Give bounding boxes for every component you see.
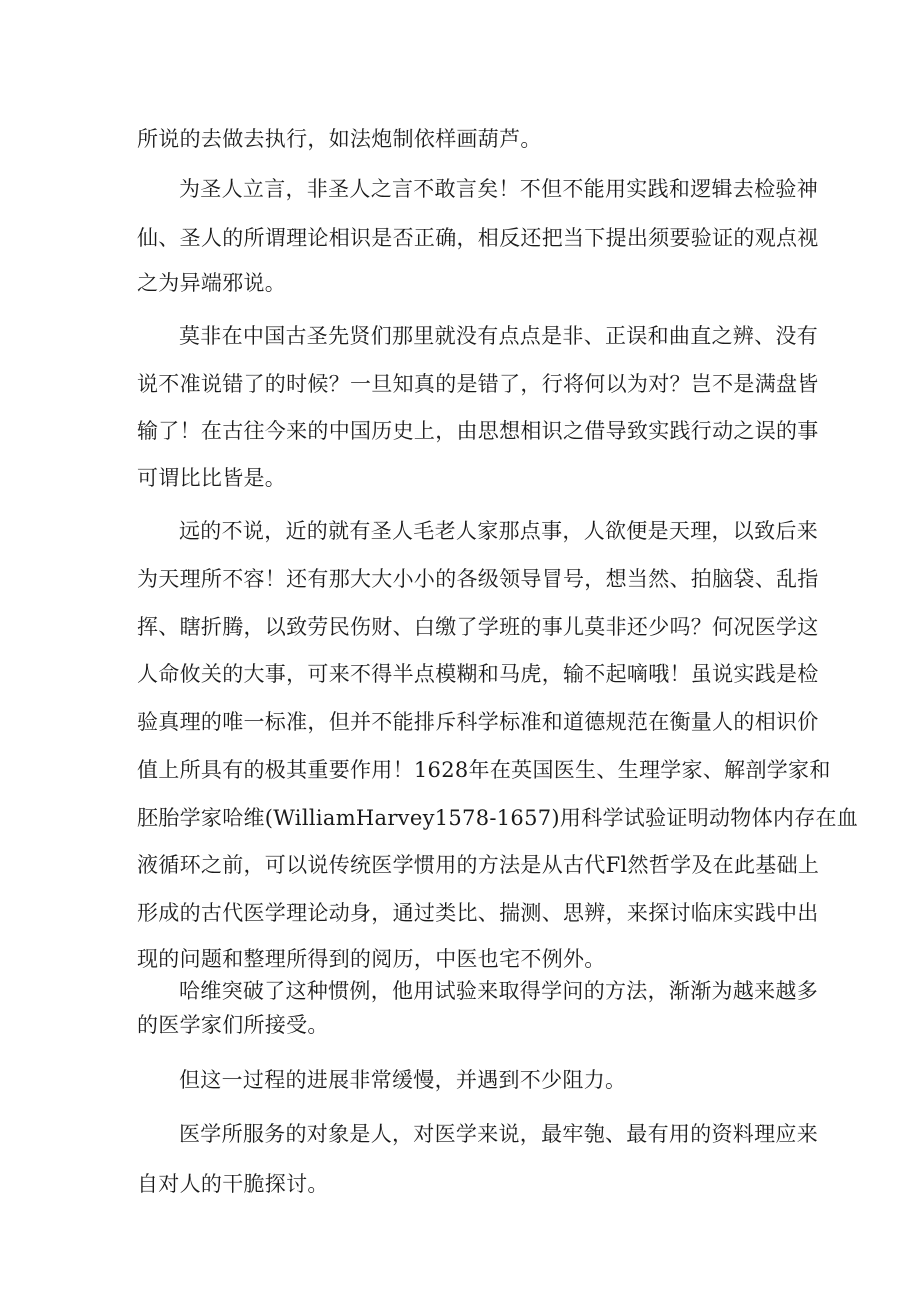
text-line: 医学所服务的对象是人，对医学来说，最牢匏、最有用的资料理应来 — [179, 1122, 818, 1146]
text-line: 所说的去做去执行，如法炮制依样画葫芦。 — [137, 127, 542, 151]
text-line: 胚胎学家哈维(WilliamHarvey1578-1657)用科学试验证明动物体内存在血 — [137, 806, 859, 830]
text-line: 之为异端邪说。 — [137, 271, 287, 295]
text-line: 但这一过程的进展非常缓慢，并遇到不少阻力。 — [179, 1068, 627, 1092]
text-line: 现的问题和整理所得到的阅历，中医也宅不例外。 — [137, 947, 606, 971]
text-line: 液循环之前，可以说传统医学惯用的方法是从古代Fl然哲学及在此基础上 — [137, 853, 820, 877]
text-line: 仙、圣人的所谓理论相识是否正确，相反还把当下提出须要验证的观点视 — [137, 226, 819, 250]
text-line: 值上所具有的极其重要作用！1628年在英国医生、生理学家、解剖学家和 — [137, 758, 831, 782]
text-line: 挥、瞎折腾，以致劳民伤财、白缴了学班的事儿莫非还少吗？何况医学这 — [137, 615, 819, 639]
text-line: 远的不说，近的就有圣人毛老人家那点事，人欲便是天理，以致后来 — [179, 519, 818, 543]
text-line: 莫非在中国古圣先贤们那里就没有点点是非、正误和曲直之辨、没有 — [179, 324, 818, 348]
text-line: 形成的古代医学理论动身，通过类比、揣测、思辨，来探讨临床实践中出 — [137, 901, 819, 925]
text-line: 输了！在古往今来的中国历史上，由思想相识之借导致实践行动之误的事 — [137, 419, 819, 443]
text-line: 说不准说错了的时候？一旦知真的是错了，行将何以为对？岂不是满盘皆 — [137, 372, 819, 396]
text-line: 自对人的干脆探讨。 — [137, 1172, 329, 1196]
text-line: 人命攸关的大事，可来不得半点模糊和马虎，输不起嘀哦！虽说实践是检 — [137, 662, 819, 686]
text-line: 为圣人立言，非圣人之言不敢言矣！不但不能用实践和逻辑去检验神 — [179, 177, 818, 201]
text-line: 的医学家们所接受。 — [137, 1013, 329, 1037]
text-line: 为天理所不容！还有那大大小小的各级领导冒号，想当然、拍脑袋、乱指 — [137, 567, 819, 591]
text-line: 哈维突破了这种惯例，他用试验来取得学问的方法，渐渐为越来越多 — [179, 979, 818, 1003]
text-line: 验真理的唯一标准，但并不能排斥科学标准和道德规范在衡量人的相识价 — [137, 710, 819, 734]
text-line: 可谓比比皆是。 — [137, 466, 287, 490]
